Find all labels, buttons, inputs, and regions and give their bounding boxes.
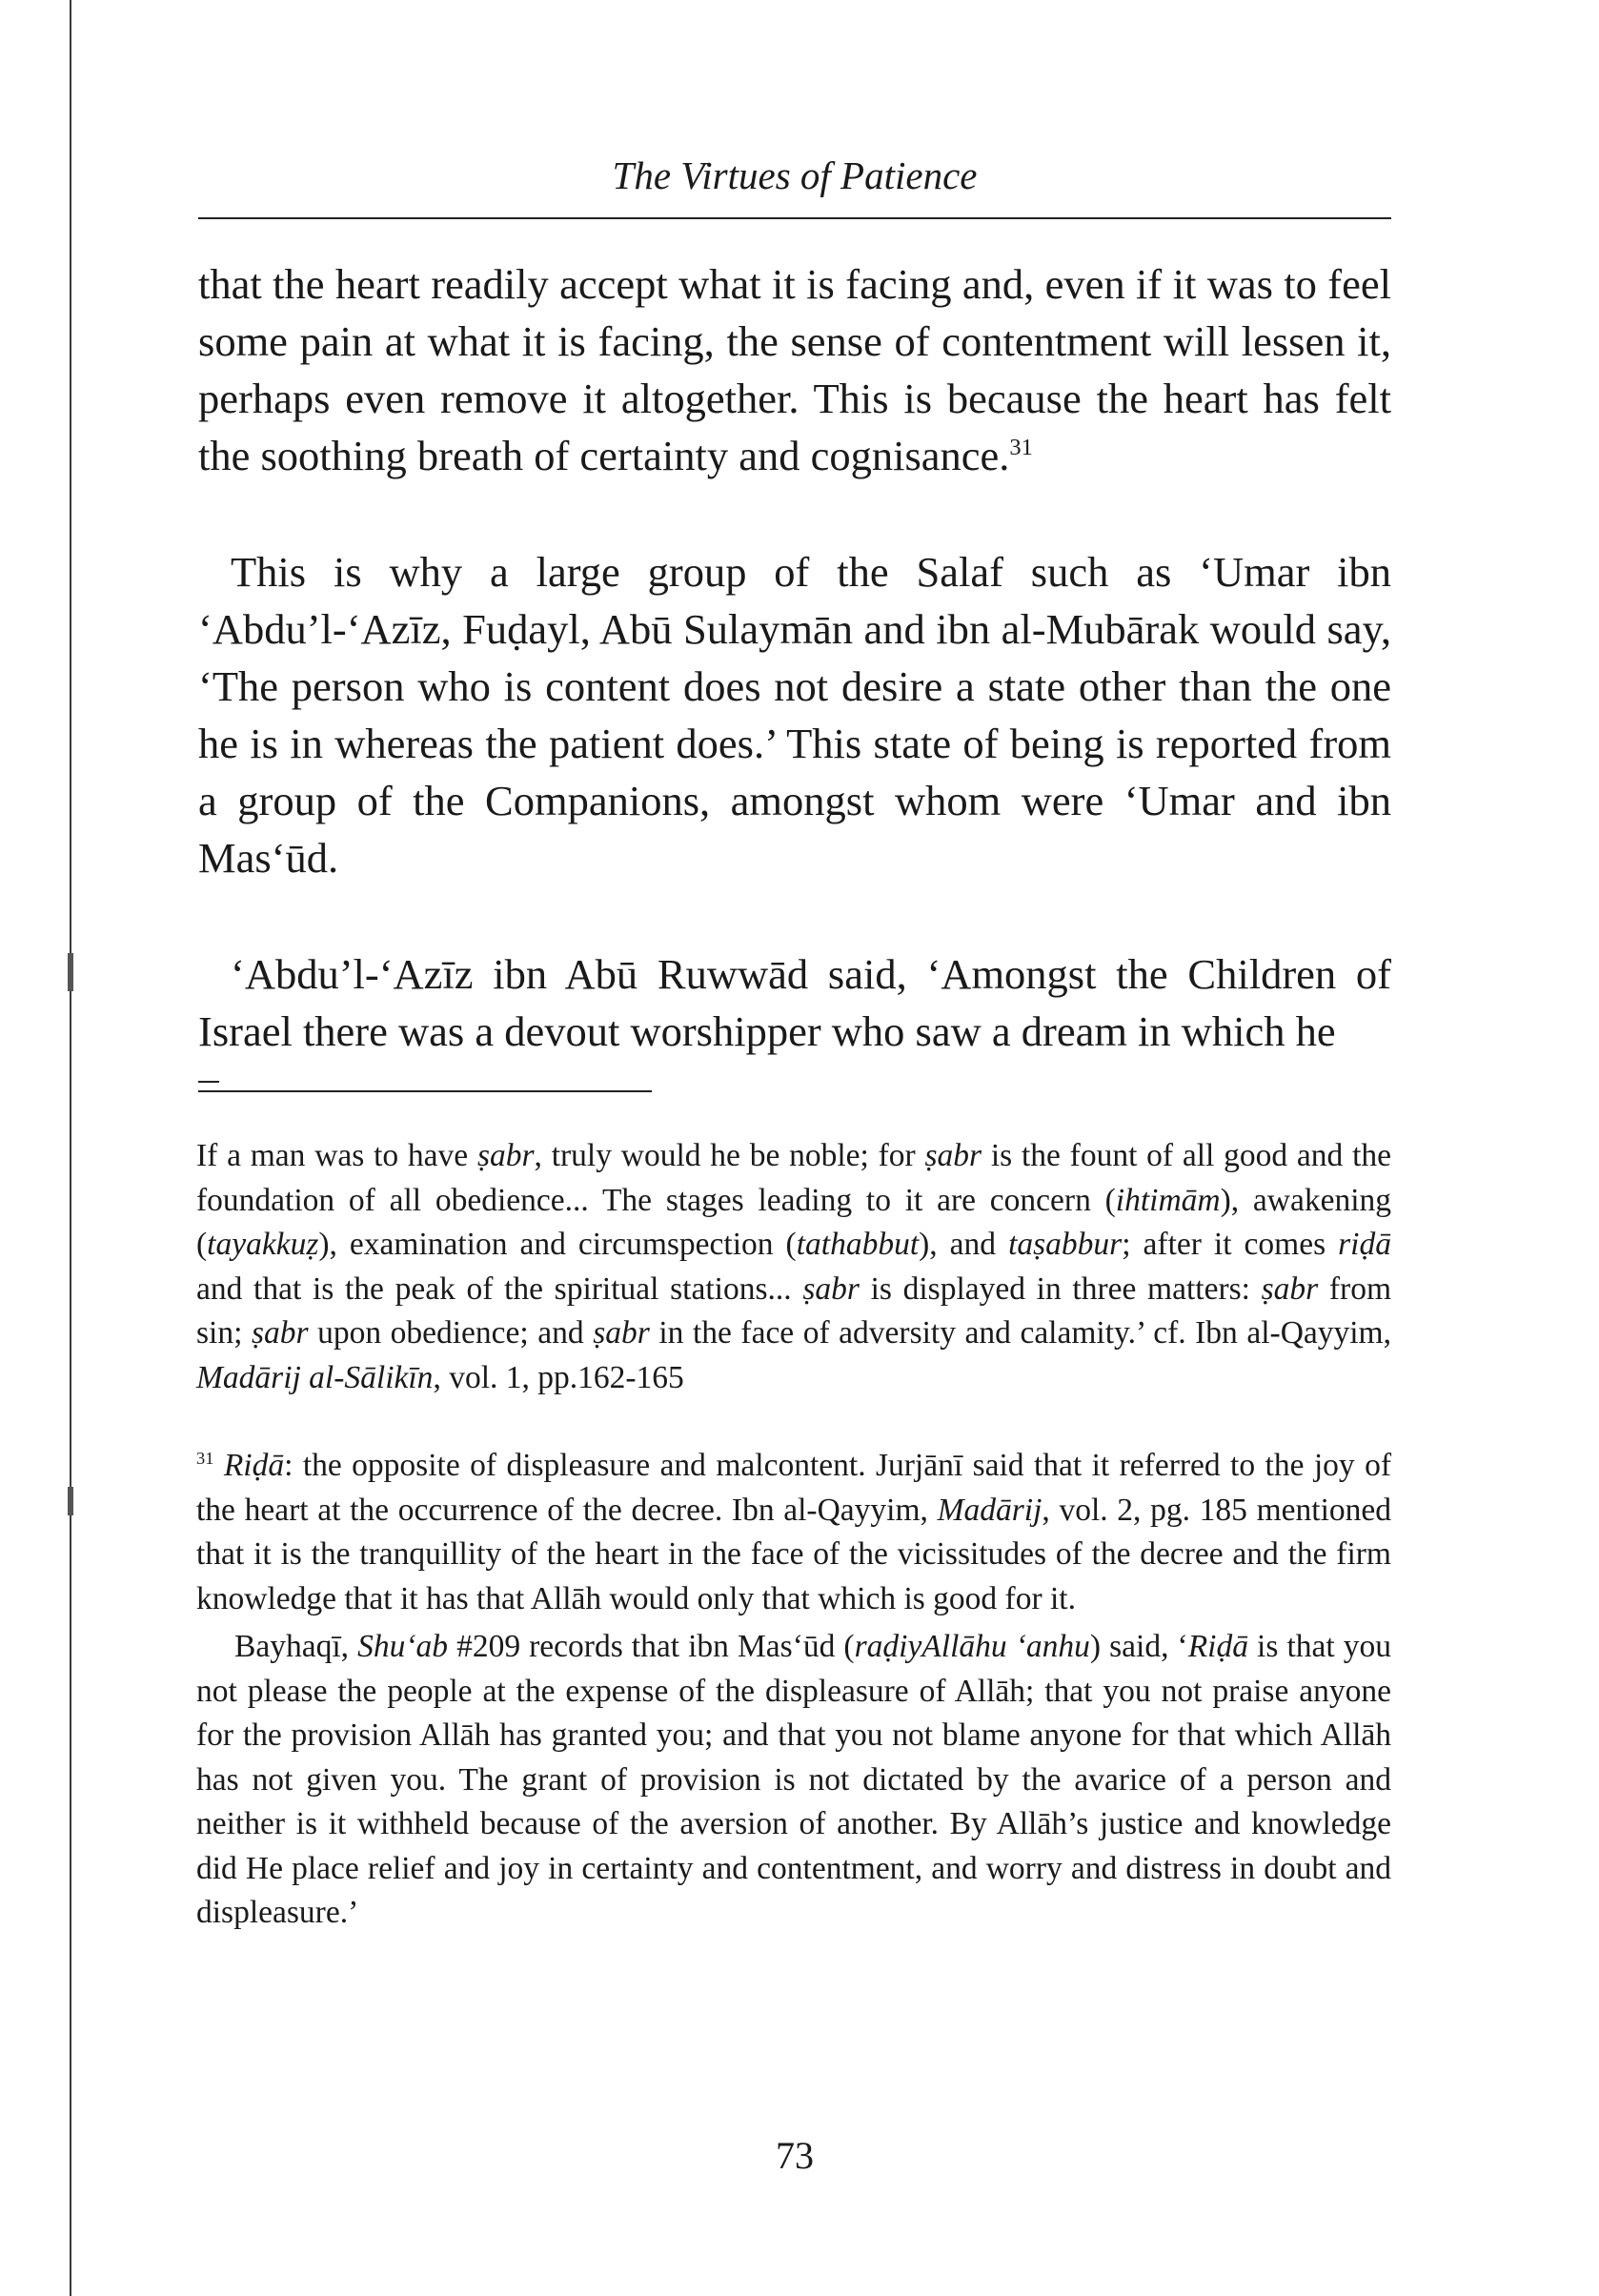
footnote-rule [198, 1090, 652, 1092]
fn-italic: ṣabr [476, 1138, 535, 1173]
fn-text: is the fount of all good and the foundation of all obedience... The stages leading to it are concern ( [196, 1138, 1391, 1218]
fn-italic: ṣabr [1261, 1270, 1319, 1307]
main-text [198, 255, 1391, 1060]
header-rule [198, 217, 1391, 219]
footnote-31-paragraph-2 [196, 1625, 1391, 1936]
fn-italic: Madārij al-Sālikīn [196, 1359, 434, 1395]
fn-italic: tathabbut [796, 1227, 920, 1262]
footnote-31 [196, 1444, 1391, 1621]
fn-italic: ṣabr [802, 1270, 860, 1307]
fn-italic: Riḍā [1187, 1629, 1248, 1664]
page-number: 73 [776, 2134, 814, 2177]
fn-text: If a man was to have [196, 1138, 477, 1173]
fn-italic: ṣabr [593, 1315, 650, 1351]
fn-italic: ṣabr [924, 1138, 982, 1173]
running-head: The Virtues of Patience [612, 153, 978, 197]
fn-text: , truly would he be noble; for [534, 1138, 925, 1173]
fn-text: : the opposite of displeasure and malcontent. Jurjānī said that it referred to the joy of the heart at the occurrence of the decree. Ibn al-Qayyim, [196, 1448, 1391, 1528]
fn-text: is that you not please the people at the expense of the displeasure of Allāh; that you not praise anyone for the provision Allāh has granted you; and that you not blame anyone for that which Allāh has not given you. The grant of provision is not dictated by the avarice of a person and neither is it withheld because of the aversion of another. By Allāh’s justice and knowledge did He place relief and joy in certainty and contentment, and worry and distress in doubt and displeasure.’ [196, 1629, 1392, 1930]
fn-text: Bayhaqī, [234, 1629, 358, 1664]
footnote-31-number: 31 [196, 1448, 214, 1468]
binding-gutter-line [70, 0, 71, 2296]
fn-text: ; after it comes [1122, 1227, 1339, 1262]
footnote-continuation-mark [198, 1081, 219, 1083]
fn-italic: tayakkuẓ [207, 1227, 319, 1262]
fn-text: ) said, ‘ [1089, 1629, 1188, 1664]
fn-text: is displayed in three matters: [859, 1270, 1262, 1307]
fn-italic: raḍiyAllāhu ‘anhu [854, 1629, 1090, 1664]
fn-italic: Madārij [937, 1492, 1042, 1528]
paragraph-1-text: that the heart readily accept what it is facing and, even if it was to feel some pain at what it is facing, the sense of contentment will lessen it, perhaps even remove it altogether. This is because the heart has felt the soothing breath of certainty and cognisance. [198, 260, 1391, 479]
paragraph-1 [198, 255, 1391, 484]
fn-text: ), examination and circumspection ( [318, 1227, 797, 1262]
fn-text: upon obedience; and [308, 1315, 594, 1351]
fn-text: #209 records that ibn Mas‘ūd ( [448, 1629, 855, 1664]
fn-italic: ṣabr [251, 1315, 309, 1351]
paragraph-3: ‘Abdu’l-‘Azīz ibn Abū Ruwwād said, ‘Amongst the Children of Israel there was a devout worshipper who saw a dream in which he [198, 950, 1391, 1055]
fn-text: ), and [919, 1227, 1009, 1262]
fn-text: in the face of adversity and calamity.’ cf. Ibn al-Qayyim, [649, 1315, 1391, 1351]
fn-text: , vol. 1, pp.162-165 [433, 1359, 684, 1395]
gutter-mark [68, 953, 73, 991]
footnotes [196, 1134, 1391, 1936]
fn-italic: ihtimām [1115, 1182, 1221, 1218]
gutter-mark [68, 1487, 73, 1515]
fn-text: and that is the peak of the spiritual stations... [196, 1270, 803, 1307]
paragraph-2: This is why a large group of the Salaf such as ‘Umar ibn ‘Abdu’l-‘Azīz, Fuḍayl, Abū Sulaymān and ibn al-Mubārak would say, ‘The person who is content does not desire a state other than the one he is in whereas the patient does.’ This state of being is reported from a group of the Companions, amongst whom were ‘Umar and ibn Mas‘ūd. [198, 548, 1391, 882]
fn-italic: Riḍā [223, 1448, 285, 1483]
footnote-ref-31[interactable]: 31 [1009, 435, 1033, 461]
fn-italic: Shu‘ab [357, 1629, 448, 1664]
footnote-continued [196, 1134, 1391, 1400]
fn-text: , vol. 2, pg. 185 mentioned that it is the tranquillity of the heart in the face of the vicissitudes of the decree and the firm knowledge that it has that Allāh would only that which is good for it. [196, 1492, 1392, 1616]
fn-text: ), awakening ( [196, 1182, 1392, 1262]
fn-text: from sin; [196, 1270, 1391, 1351]
fn-italic: riḍā [1338, 1227, 1391, 1262]
fn-italic: taṣabbur [1008, 1227, 1123, 1262]
